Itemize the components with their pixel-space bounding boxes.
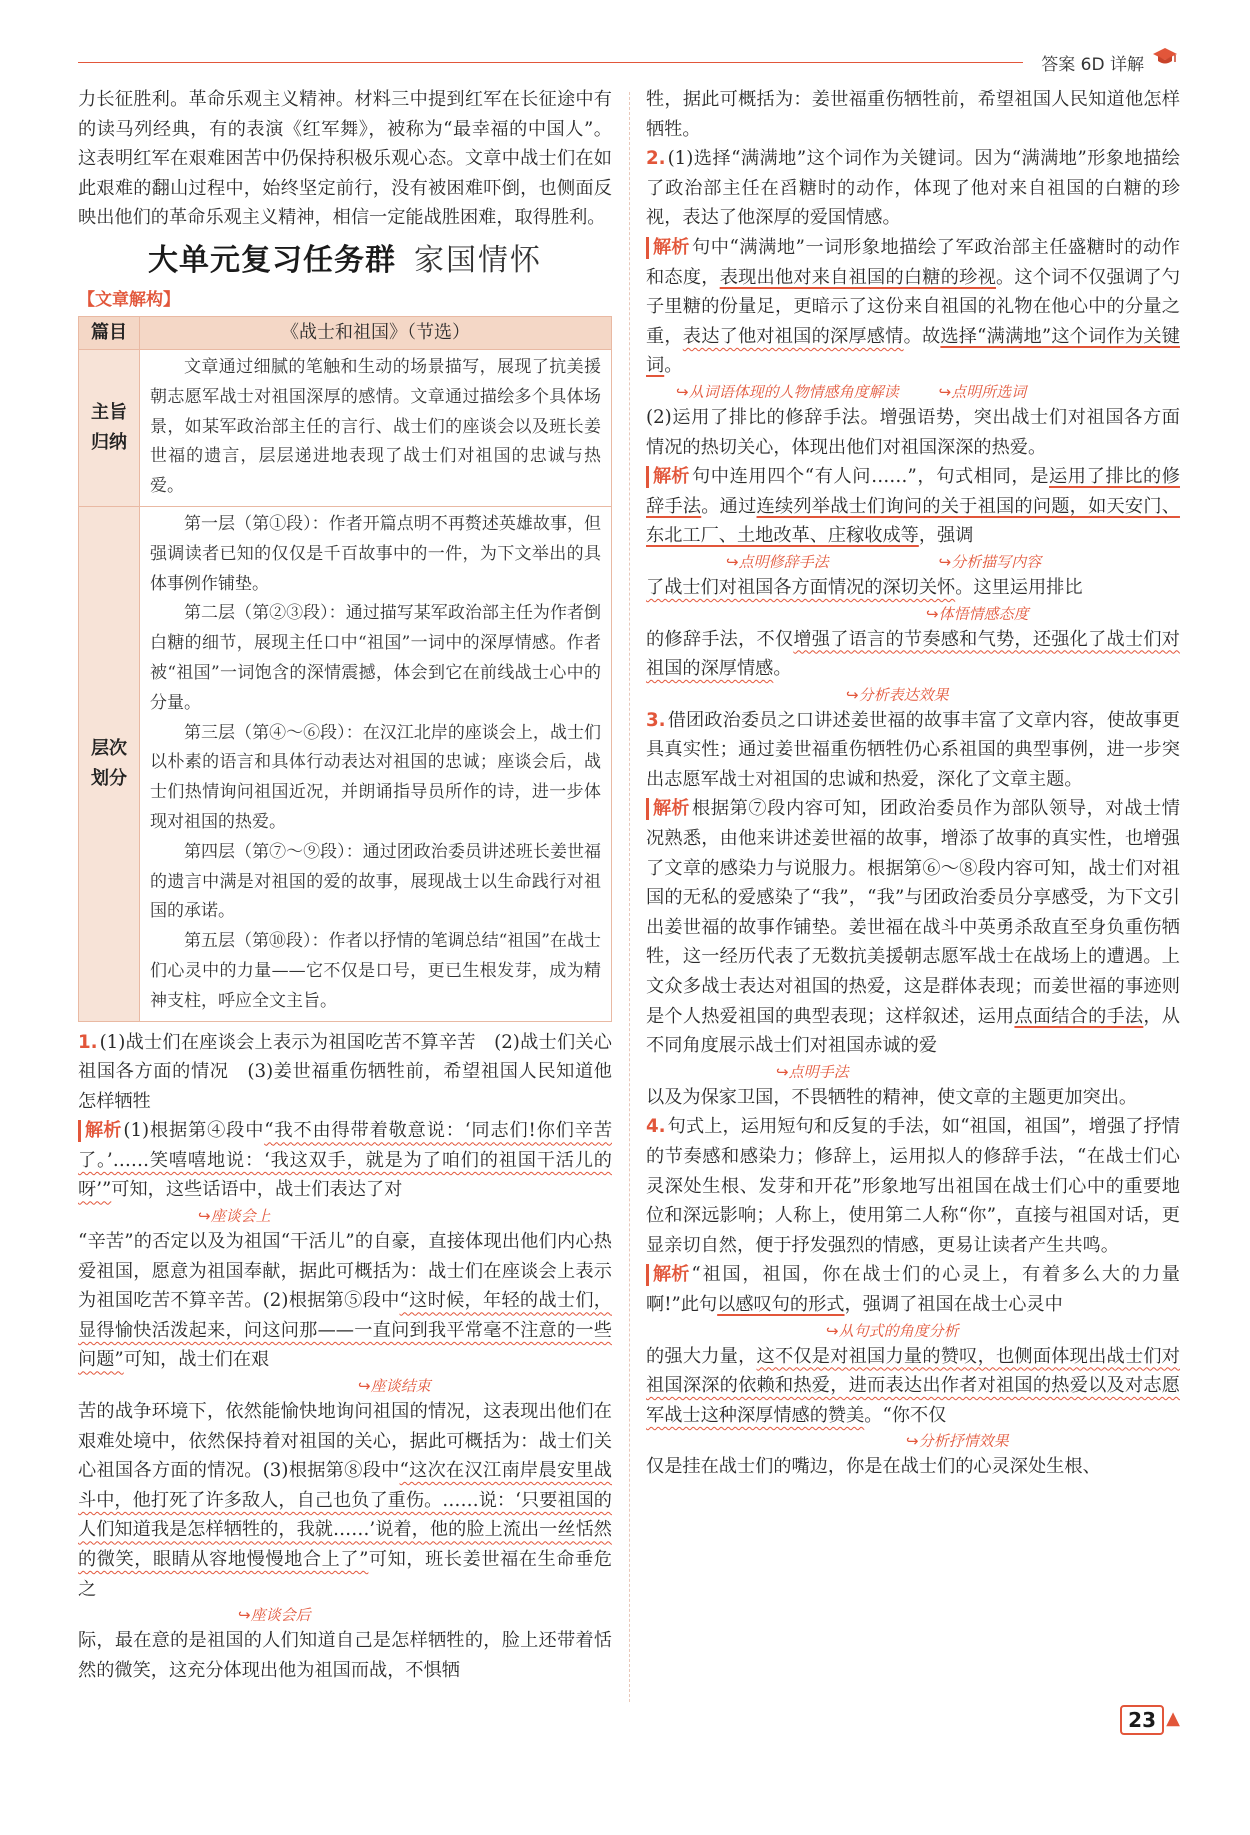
intro-paragraph: 力长征胜利。革命乐观主义精神。材料三中提到红军在长征途中有的读马列经典，有的表演《红军舞》，被称为“最幸福的中国人”。这表明红军在艰难困苦中仍保持积极乐观心态。文章中战士们在如此艰难的翻山过程中，始终坚定前行，没有被困难吓倒，也侧面反映出他们的革命乐观主义精神，相信一定能战胜困难，取得胜利。 bbox=[78, 89, 612, 229]
q1-analysis-b: “辛苦”的否定以及为祖国“干活儿”的自豪，直接体现出他们内心热爱祖国，愿意为祖国奉献，据此可概括为：战士们在座谈会上表示为祖国吃苦不算辛苦。(2)根据第⑤段中“这时候，年轻的战士们，显得愉快活泼起来，问这问那——一直问到我平常毫不注意的一些问题”可知，战士们在艰 bbox=[78, 1231, 612, 1371]
q2-note-4: ↪分析表达效果 bbox=[846, 685, 949, 704]
q4-analysis-3: 仅是挂在战士们的嘴边，你是在战士们的心灵深处生根、 bbox=[646, 1456, 1101, 1478]
q4-note-1: ↪从句式的角度分析 bbox=[826, 1321, 959, 1340]
q1-number: 1. bbox=[78, 1031, 98, 1053]
layer-2: 第二层（第②③段）：通过描写某军政治部主任为作者倒白糖的细节，展现主任口中“祖国”一词中的深厚情感。作者被“祖国”一词饱含的深情震撼，体会到它在前线战士心中的分量。 bbox=[150, 603, 601, 713]
row-theme bbox=[79, 349, 612, 506]
q3-analysis-tag: 解析 bbox=[646, 798, 689, 820]
q2-note-2: ↪点明修辞手法 ↪分析描写内容 bbox=[726, 552, 1042, 571]
row-layers bbox=[79, 506, 612, 1021]
structure-tag-label: 【文章解构】 bbox=[78, 289, 180, 310]
q1-analysis-tag: 解析 bbox=[78, 1120, 121, 1142]
row-theme-label: 主旨归纳 bbox=[79, 349, 140, 506]
q4-analysis-tag: 解析 bbox=[646, 1264, 689, 1286]
q2-note-3: ↪体悟情感态度 bbox=[926, 604, 1029, 623]
section-title bbox=[78, 239, 612, 283]
right-column bbox=[646, 85, 1180, 1482]
row-layers-label: 层次划分 bbox=[79, 506, 140, 1021]
q1-analysis-c: 苦的战争环境下，依然能愉快地询问祖国的情况，这表现出他们在艰难处境中，依然保持着对祖国的关心，据此可概括为：战士们关心祖国各方面的情况。(3)根据第⑧段中“这次在汉江南岸晨安里战斗中，他打死了许多敌人，自己也负了重伤。……说：‘只要祖国的人们知道我是怎样牺牲的，我就……’说着，他的脸上流出一丝恬然的微笑，眼睛从容地慢慢地合上了”可知，班长姜世福在生命垂危之 bbox=[78, 1401, 612, 1600]
q1-answer: 1. (1)战士们在座谈会上表示为祖国吃苦不算辛苦 (2)战士们关心祖国各方面的情况 (3)姜世福重伤牺牲前，希望祖国人民知道他怎样牺牲 bbox=[78, 1031, 612, 1112]
q4-analysis-2: 的强大力量，这不仅是对祖国力量的赞叹，也侧面体现出战士们对祖国深深的依赖和热爱，进而表达出作者对祖国的热爱以及对志愿军战士这种深厚情感的赞美。“你不仅 bbox=[646, 1345, 1180, 1426]
q4-answer: 4. 句式上，运用短句和反复的手法，如“祖国，祖国”，增强了抒情的节奏感和感染力；修辞上，运用拟人的修辞手法，“在战士们心灵深处生根、发芽和开花”形象地写出祖国在战士们心中的重要地位和深远影响；人称上，使用第二人称“你”，直接与祖国对话，更显亲切自然，便于抒发强烈的情感，更易让读者产生共鸣。 bbox=[646, 1116, 1180, 1256]
q2-note-1: ↪从词语体现的人物情感角度解读 ↪点明所选词 bbox=[676, 382, 1027, 401]
q2-analysis-tag-2: 解析 bbox=[646, 466, 689, 488]
left-column bbox=[78, 85, 612, 1685]
q2-answer-2: (2)运用了排比的修辞手法。增强语势，突出战士们对祖国各方面情况的热切关心，体现出他们对祖国深深的热爱。 bbox=[646, 406, 1180, 458]
q2-analysis-1: 解析 句中“满满地”一词形象地描绘了军政治部主任盛糖时的动作和态度，表现出他对来自祖国的白糖的珍视。这个词不仅强调了勺子里糖的份量足，更暗示了这份来自祖国的礼物在他心中的分量之重，表达了他对祖国的深厚感情。故选择“满满地”这个词作为关键词。 bbox=[646, 236, 1180, 377]
q4-analysis-1: 解析 “祖国，祖国，你在战士们的心灵上，有着多么大的力量啊!”此句以感叹句的形式，强调了祖国在战士心灵中 bbox=[646, 1264, 1180, 1315]
header-rule bbox=[78, 62, 1023, 63]
q1-note-2: ↪座谈结束 bbox=[358, 1377, 431, 1396]
header-cell-article: 《战士和祖国》（节选） bbox=[140, 316, 612, 349]
layer-4: 第四层（第⑦～⑨段）：通过团政治委员讲述班长姜世福的遗言中满是对祖国的爱的故事，展现战士以生命践行对祖国的承诺。 bbox=[150, 841, 601, 922]
q3-analysis-2: 以及为保家卫国，不畏牺牲的精神，使文章的主题更加突出。 bbox=[646, 1086, 1138, 1108]
q3-number: 3. bbox=[646, 709, 666, 731]
page-number: 23 bbox=[1120, 1705, 1164, 1735]
q1-analysis-a: 解析 (1)根据第④段中“我不由得带着敬意说：‘同志们!你们辛苦了。’……笑嘻嘻地说：‘我这双手，就是为了咱们的祖国干活儿的呀’”可知，这些话语中，战士们表达了对 bbox=[78, 1120, 613, 1201]
section-title-sub: 家国情怀 bbox=[414, 242, 542, 278]
row-theme-content: 文章通过细腻的笔触和生动的场景描写，展现了抗美援朝志愿军战士对祖国深厚的感情。文章通过描绘多个具体场景，如某军政治部主任的言行、战士们的座谈会以及班长姜世福的遗言，层层递进地表现了战士们对祖国的忠诚与热爱。 bbox=[140, 349, 612, 506]
layer-3: 第三层（第④～⑥段）：在汉江北岸的座谈会上，战士们以朴素的语言和具体行动表达对祖国的忠诚；座谈会后，战士们热情询问祖国近况，并朗诵指导员所作的诗，进一步体现对祖国的热爱。 bbox=[150, 722, 601, 832]
header-cell-title: 篇目 bbox=[79, 316, 140, 349]
q2-number: 2. bbox=[646, 148, 666, 170]
q1-note-3: ↪座谈会后 bbox=[238, 1606, 311, 1625]
page-arrow-icon: ▲ bbox=[1166, 1708, 1180, 1729]
q2-analysis-3: 了战士们对祖国各方面情况的深切关怀。这里运用排比 bbox=[646, 576, 1083, 598]
row-layers-content bbox=[140, 506, 612, 1021]
q2-analysis-4: 的修辞手法，不仅增强了语言的节奏感和气势，还强化了战士们对祖国的深厚情感。 bbox=[646, 628, 1180, 680]
structure-tag bbox=[78, 287, 612, 313]
q3-note-1: ↪点明手法 bbox=[776, 1062, 849, 1081]
q3-analysis-1: 解析 根据第⑦段内容可知，团政治委员作为部队领导，对战士情况熟悉，由他来讲述姜世福的故事，增添了故事的真实性，也增强了文章的感染力与说服力。根据第⑥～⑧段内容可知，战士们对祖国的无私的爱感染了“我”，“我”与团政治委员分享感受，为下文引出姜世福的故事作铺垫。姜世福在战斗中英勇杀敌直至身负重伤牺牲，这一经历代表了无数抗美援朝志愿军战士在战场上的遭遇。上文众多战士表达对祖国的热爱，这是群体表现；而姜世福的事迹则是个人热爱祖国的典型表现；这样叙述，运用点面结合的手法，从不同角度展示战士们对祖国赤诚的爱 bbox=[646, 798, 1180, 1057]
structure-table-header bbox=[79, 316, 612, 349]
q1-note-1: ↪座谈会上 bbox=[198, 1207, 271, 1226]
header-label: 答案 6D 详解 bbox=[1035, 50, 1150, 75]
layer-5: 第五层（第⑩段）：作者以抒情的笔调总结“祖国”在战士们心灵中的力量——它不仅是口号，更已生根发芽，成为精神支柱，呼应全文主旨。 bbox=[150, 931, 601, 1011]
section-title-main: 大单元复习任务群 bbox=[148, 242, 396, 278]
layer-1: 第一层（第①段）：作者开篇点明不再赘述英雄故事，但强调读者已知的仅仅是千百故事中的一件，为下文举出的具体事例作铺垫。 bbox=[150, 513, 601, 594]
q4-note-2: ↪分析抒情效果 bbox=[906, 1432, 1009, 1451]
q1-analysis-d: 际，最在意的是祖国的人们知道自己是怎样牺牲的，脸上还带着恬然的微笑，这充分体现出他为祖国而战，不惧牺 bbox=[78, 1630, 612, 1681]
q2-analysis-tag-1: 解析 bbox=[646, 237, 689, 259]
q1-analysis-end: 牲，据此可概括为：姜世福重伤牺牲前，希望祖国人民知道他怎样牺牲。 bbox=[646, 89, 1180, 140]
q4-number: 4. bbox=[646, 1116, 666, 1138]
column-divider bbox=[629, 92, 630, 1702]
graduation-cap-icon bbox=[1152, 46, 1178, 68]
structure-table bbox=[78, 316, 612, 1022]
q2-answer-1: 2. (1)选择“满满地”这个词作为关键词。因为“满满地”形象地描绘了政治部主任在舀糖时的动作，体现了他对来自祖国的白糖的珍视，表达了他深厚的爱国情感。 bbox=[646, 148, 1180, 229]
q2-analysis-2: 解析 句中连用四个“有人问……”，句式相同，是运用了排比的修辞手法。通过连续列举战士们询问的关于祖国的问题，如天安门、东北工厂、土地改革、庄稼收成等，强调 bbox=[646, 466, 1180, 547]
q3-answer: 3. 借团政治委员之口讲述姜世福的故事丰富了文章内容，使故事更具真实性；通过姜世福重伤牺牲仍心系祖国的典型事例，进一步突出志愿军战士对祖国的忠诚和热爱，深化了文章主题。 bbox=[646, 709, 1180, 790]
